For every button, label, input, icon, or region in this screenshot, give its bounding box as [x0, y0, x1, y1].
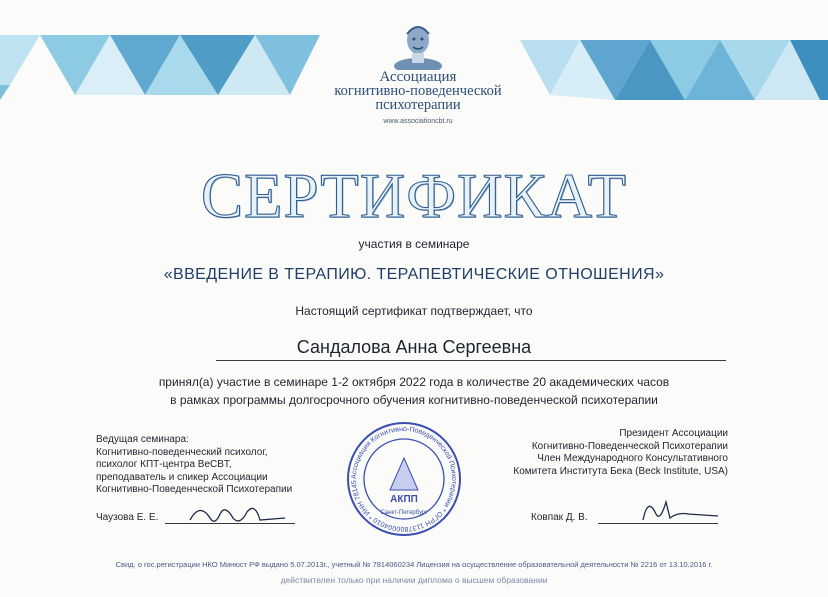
left-handwritten-signature	[185, 500, 295, 530]
founder-portrait-icon	[392, 20, 444, 70]
description-line-2: в рамках программы долгосрочного обучения когнитивно-поведенческой психотерапии	[170, 393, 658, 407]
recipient-name: Сандалова Анна Сергеевна	[296, 337, 532, 357]
certificate-subtitle: участия в семинаре	[358, 237, 470, 251]
left-signer-name: Чаузова Е. Е.	[96, 512, 159, 523]
right-signer-name: Ковпак Д. В.	[531, 512, 588, 523]
logo-line-2: когнитивно-поведенческой	[334, 83, 502, 99]
left-role-line: Ведущая семинара:	[96, 434, 189, 445]
seminar-title: «ВВЕДЕНИЕ В ТЕРАПИЮ. ТЕРАПЕВТИЧЕСКИЕ ОТНОШЕНИЯ»	[163, 266, 665, 283]
left-signer-role	[96, 434, 336, 497]
stamp-center-text: АКПП	[390, 494, 418, 505]
logo-line-1: Ассоциация	[379, 69, 457, 85]
name-underline	[216, 360, 726, 361]
validity-note: действителен только при наличии диплома о высшем образовании	[280, 575, 548, 585]
right-signer-role	[468, 428, 728, 478]
certificate-title: СЕРТИФИКАТ	[200, 161, 628, 231]
right-role-line: Президент Ассоциации	[619, 428, 728, 439]
stamp-city: Санкт-Петербург	[380, 510, 428, 516]
left-role-line: преподаватель и спикер Ассоциации	[96, 471, 268, 483]
left-role-line: Когнитивно-поведенческий психолог,	[96, 446, 268, 458]
association-logo	[318, 20, 518, 125]
right-role-line: Когнитивно-Поведенческой Психотерапии	[531, 440, 728, 452]
left-role-line: Когнитивно-Поведенческой Психотерапии	[96, 484, 293, 495]
right-role-line: Комитета Института Бека (Beck Institute, USA)	[513, 465, 728, 477]
logo-url: www.associationcbt.ru	[383, 118, 453, 125]
left-role-line: психолог КПТ-центра BeCBT,	[96, 459, 232, 470]
right-handwritten-signature	[628, 492, 723, 526]
confirmation-text: Настоящий сертификат подтверждает, что	[295, 304, 533, 318]
stamp-ring-text: Ассоциация Когнитивно-Поведенческой Психотерапии * ОГРН 1137800004010 * ИНН 78145	[350, 425, 458, 533]
organization-stamp	[345, 420, 463, 538]
description-line-1: принял(а) участие в семинаре 1-2 октября 2022 года в количестве 20 академических часов	[158, 375, 670, 389]
registration-footer: Свид. о гос.регистрации НКО Минюст РФ выдано 5.07.2013г., учетный № 7814060234 Лицензия на осуществление образовательной деятельности № 2216 от 13.10.2016 г.	[115, 560, 713, 569]
logo-line-3: психотерапии	[375, 97, 461, 113]
right-role-line: Член Международного Консультативного	[537, 453, 728, 464]
